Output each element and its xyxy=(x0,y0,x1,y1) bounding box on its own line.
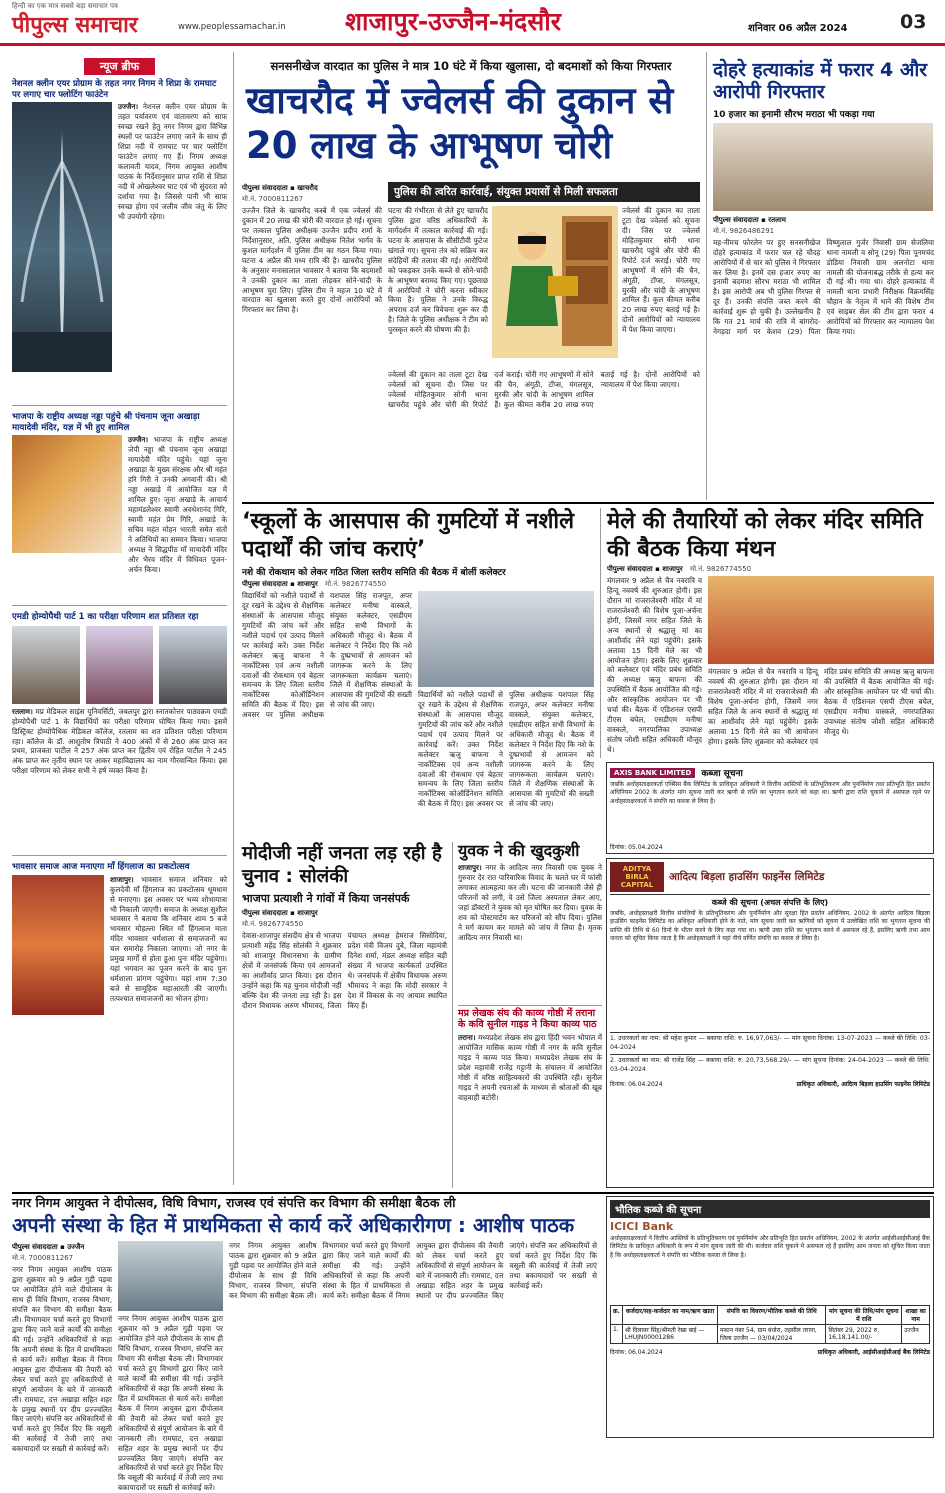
lead-mobile: मो.नं. 7000811267 xyxy=(242,195,304,203)
lead-text-cont: ज्वेलर्स की दुकान का ताला टूटा देख ज्वेलर्स को सूचना दी। जिस पर ज्वेलर्स मोहितकुमार सोनी थाना खाचरौद पहुंचे और चोरी की रिपोर्ट दर्ज कराई। चोरी गए आभूषणों में सोने की चैन, अंगूठी, टॉप्स, मंगलसूत्र, मुरकी और चांदी के आभूषण शामिल हैं। कुल कीमत करीब 20 लाख रुपए बताई गई है। दोनों आरोपियों को न्यायालय में पेश किया जाएगा। xyxy=(388,370,700,409)
lead-kicker: सनसनीखेज वारदात का पुलिस ने मात्र 10 घंटे में किया खुलासा, दो बदमाशों को किया गिरफ्तार xyxy=(270,59,672,73)
modi-story: मोदीजी नहीं जनता लड़ रही है चुनाव : सोलंकी भाजपा प्रत्याशी ने गांवों में किया जनसंपर्क पीपुल्स संवाददाता ▪ शाजापुर मो.नं. 9826774550 देवास-शाजापुर संसदीय क्षेत्र से भाजपा प्रत्याशी महेंद्र सिंह सोलंकी ने शुक्रवार को शाजापुर विधानसभा के ग्रामीण क्षेत्रों में जनसंपर्क किया एवं आमजनों का आशीर्वाद प्राप्त किया। इस दौरान उन्होंने कहा कि यह चुनाव मोदीजी नहीं बल्कि देश की जनता लड़ रही है। इस दौरान विधायक अरुण भीमावद, जिला पंचायत अध्यक्ष हेमराज सिसोदिया, प्रदेश मंत्री विजय दुबे, जिला महामंत्री दिनेश शर्मा, मंडल अध्यक्ष सहित बड़ी संख्या में भाजपा कार्यकर्ता उपस्थित थे। जनसंपर्क में क्षेत्रीय विधायक अरुण भीमावद ने कहा कि मोदी सरकार ने देश में विकास के नए आयाम स्थापित किए हैं। xyxy=(242,842,447,1188)
school-text: विद्यार्थियों को नशीले पदार्थों से दूर रखने के उद्देश्य से शैक्षणिक संस्थाओं के आसपास मौजूद गुमटियों की जांच करें और नशीले पदार्थ एवं उत्पाद मिलने पर कार्रवाई करें। उक्त निर्देश कलेक्टर ऋजु बाफना ने नार्कोटिक्स एवं अन्य नशीली दवाओं की रोकथाम एवं बेहतर समन्वय के लिए जिला स्तरीय नार्कोटिक्स कोऑर्डिनेशन समिति की बैठक में दिए। इस अवसर पर पुलिस अधीक्षक यशपाल सिंह राजपूत, अपर कलेक्टर मनीषा वास्कले, संयुक्त कलेक्टर, एसडीएम सहित सभी विभागों के अधिकारी मौजूद थे। बैठक में कलेक्टर ने निर्देश दिए कि नशे के दुष्प्रभावों से आमजन को जागरूक करने के लिए जागरूकता कार्यक्रम चलाएं। जिले में शैक्षणिक संस्थाओं के आसपास की गुमटियों की सख्ती से जांच की जाए। xyxy=(242,591,412,720)
lead-story: सनसनीखेज वारदात का पुलिस ने मात्र 10 घंटे में किया खुलासा, दो बदमाशों को किया गिरफ्तार खाचरौद में ज्वेलर्स की दुकान से 20 लाख के आभूषण चोरी पीपुल्स संवाददाता ▪ खाचरौद मो.नं. 7000811267 उज्जैन जिले के खाचरौद कस्बे में एक ज्वेलर्स की दुकान में 20 लाख की चोरी की वारदात हो गई। सूचना पर तत्काल पुलिस अधीक्षक उज्जैन प्रदीप शर्मा के निर्देशानुसार, अति. पुलिस अधीक्षक नितेश भार्गव के कुशल मार्गदर्शन में पुलिस टीम का गठन किया गया। घटना 4 अप्रैल की मध्य रात्रि की है। खाचरौद पुलिस के अनुसार मनासालाल भावसार ने बताया कि बदमाशों ने उनकी दुकान का ताला तोड़कर सोने-चांदी के आभूषण चुरा लिए। पुलिस टीम ने महज 10 घंटे में वारदात का खुलासा करते हुए दोनों आरोपियों को गिरफ्तार कर लिया है। पुलिस की त्वरित कार्रवाई, संयुक्त प्रयासों से मिली सफलता घटना की गंभीरता से लेते हुए खाचरौद पुलिस द्वारा वरिष्ठ अधिकारियों के मार्गदर्शन में तत्काल कार्रवाई की गई। घटना के आसपास के सीसीटीवी फुटेज खंगाले गए। सूचना तंत्र को सक्रिय कर संदेहियों की तलाश की गई। आरोपियों को पकड़कर उनके कब्जे से सोने-चांदी के आभूषण बरामद किए गए। पूछताछ में आरोपियों ने चोरी करना स्वीकार किया है। पुलिस ने उनके विरुद्ध अपराध दर्ज कर विवेचना शुरू कर दी है। जिले के पुलिस अधीक्षक ने टीम को पुरस्कृत करने की घोषणा की है। ज्वेलर्स की दुकान का ताला टूटा देख ज्वेलर्स को सूचना दी। जिस पर ज्वेलर्स मोहितकुमार सोनी थाना खाचरौद पहुंचे और चोरी की रिपोर्ट दर्ज कराई। चोरी गए आभूषणों में सोने की चैन, अंगूठी, टॉप्स, मंगलसूत्र, मुरकी और चांदी के आभूषण शामिल हैं। कुल कीमत करीब 20 लाख रुपए बताई गई है। दोनों आरोपियों को न्यायालय में पेश किया जाएगा। ज्वेलर्स की दुकान का ताला टूटा देख ज्वेलर्स को सूचना दी। जिस पर ज्वेलर्स मोहितकुमार सोनी थाना खाचरौद पहुंचे और चोरी की रिपोर्ट दर्ज कराई। चोरी गए आभूषणों में सोने की चैन, अंगूठी, टॉप्स, मंगलसूत्र, मुरकी और चांदी के आभूषण शामिल हैं। कुल कीमत करीब 20 लाख रुपए बताई गई है। दोनों आरोपियों को न्यायालय में पेश किया जाएगा। xyxy=(242,52,700,500)
student-photo-3 xyxy=(159,626,227,704)
axis-bank-logo: AXIS BANK LIMITED xyxy=(610,768,695,778)
icici-notice-title: भौतिक कब्जे की सूचना xyxy=(610,1200,930,1218)
brief-bhavsar: भावसार समाज आज मनाएगा माँ हिंगलाज का प्रकटोत्सव शाजापुर। भावसार समाज शनिवार को कुलदेवी माँ हिंगलाज का प्रकटोत्सव धूमधाम से मनाएगा। इस अवसर पर भव्य शोभायात्रा भी निकाली जाएगी। समाज के अध्यक्ष सुशील भावसार ने बताया कि शनिवार शाम 5 बजे भावसार मोहल्ला स्थित माँ हिंगलाज माता मंदिर भावसार धर्मशाला से समाजजनों का चल समारोह निकाला जाएगा। जो नगर के प्रमुख मार्गों से होता हुआ पुनः मंदिर पहुंचेगा। यहां भगवान का पूजन करने के बाद पुनः धर्मशाला प्रांगण पहुंचेगा। यहां शाम 7:30 बजे से सामूहिक महाआरती की जाएगी। तत्पश्चात समाजजनों का भोजन होगा। xyxy=(12,855,227,1185)
mela-text-cont: मंगलवार 9 अप्रैल से चैत्र नवरात्रि व हिन्दू नववर्ष की शुरुआत होगी। इस दौरान मां राजराजेश्वरी मंदिर में मां राजराजेश्वरी की विशेष पूजा-अर्चना होगी, जिसमें नगर सहित जिले के अन्य स्थानों से श्रद्धालु मां का आशीर्वाद लेने यहां पहुंचेंगे। इसके अलावा 15 दिनी मेले का भी आयोजन होगा। इसके लिए शुक्रवार को कलेक्टर एवं मंदिर प्रबंध समिति की अध्यक्ष ऋजु बाफना की उपस्थिति में बैठक आयोजित की गई। और सांस्कृतिक आयोजन पर भी चर्चा की। बैठक में एडिशनल एसपी टीएस बघेल, एसडीएम मनीषा वास्कले, नगरपालिका उपाध्यक्ष संतोष जोशी सहित अधिकारी मौजूद थे। xyxy=(708,667,934,746)
icici-td: सितंबर 29, 2022 रु. 16,18,141.00/- xyxy=(826,1325,902,1344)
aditya-row-2: 2. उधारकर्ता का नाम: श्री राजेंद्र सिंह — बकाया राशि: रु. 20,73,568.29/- — मांग सूचना दिनांक: 24-04-2023 — कब्जे की तिथि: 03-04-2024 xyxy=(610,1054,930,1074)
news-brief-label: न्यूज ब्रीफ xyxy=(84,58,155,75)
axis-notice-date: दिनांक: 05.04.2024 xyxy=(610,844,663,851)
mela-mobile: मो.नं. 9826774550 xyxy=(690,565,752,573)
murder-text: मह-नीमच फोरलेन पर हुए सनसनीखेज दोहरे हत्याकांड में फरार चल रहे चौदह आरोपियों में से चार को पुलिस ने गिरफ्तार कर लिया है। इनमें दस हजार रुपए का इनामी बदमाश सौरभ मराठा भी शामिल है। इस आरोपी अब भी पुलिस गिरफ्त से दूर हैं। उनकी संपत्ति जब्त करने की कार्रवाई शुरू हो चुकी है। उल्लेखनीय है कि गत 21 मार्च की रात्रि में बांगरोद-नेगड़दा मार्ग पर केशव (29) पिता विष्णुलाल गुर्जर निवासी ग्राम सेजलिया थाना नामली व सोनू (29) पिता पूनमचंद डोडिया निवासी ग्राम अलनोटा थाना नामली की योजनाबद्ध तरीके से हत्या कर दी गई थी। गया था। दोहरे हत्याकांड में नामली थाना प्रभारी निरीक्षक विक्रमसिंह चौहान के नेतृत्व में थाने की विशेष टीम एवं साइबर सेल की टीम द्वारा फरार 4 आरोपियों को गिरफ्तार कर न्यायालय पेश किया गया। xyxy=(713,237,934,337)
suicide-text: नगर के आदित्य नगर निवासी एक युवक ने गुरुवार देर रात पारिवारिक विवाद के चलते घर में फांसी लगाकर आत्महत्या कर ली। घटना की जानकारी जैसे ही परिजनों को लगी, वे उसे जिला अस्पताल लेकर आए, जहां डॉक्टरों ने युवक को मृत घोषित कर दिया। युवक के शव को पोस्टमार्टम कर परिजनों को सौंप दिया। पुलिस ने मर्ग कायम कर मामले को जांच में लिया है। मृतक आदित्य नगर निवासी था। xyxy=(458,863,602,942)
student-photo-1 xyxy=(12,626,80,704)
section-title: शाजापुर-उज्जैन-मंदसौर xyxy=(345,7,561,36)
fountain-illustration xyxy=(12,102,112,372)
icici-th: क्र. xyxy=(611,1306,623,1325)
icici-td: श्री दिलावर सिंह/श्रीमती रेखा बाई — LHUJN00001286 xyxy=(622,1325,717,1344)
nigam-meeting-photo xyxy=(118,1241,223,1311)
school-sub: नशे की रोकथाम को लेकर गठित जिला स्तरीय समिति की बैठक में बोलीं कलेक्टर xyxy=(242,568,506,578)
fountain-photo xyxy=(12,102,112,372)
school-mobile: मो.नं. 9826774550 xyxy=(325,580,387,588)
lead-text-3: ज्वेलर्स की दुकान का ताला टूटा देख ज्वेलर्स को सूचना दी। जिस पर ज्वेलर्स मोहितकुमार सोनी थाना खाचरौद पहुंचे और चोरी की रिपोर्ट दर्ज कराई। चोरी गए आभूषणों में सोने की चैन, अंगूठी, टॉप्स, मंगलसूत्र, मुरकी और चांदी के आभूषण शामिल हैं। कुल कीमत करीब 20 लाख रुपए बताई गई है। दोनों आरोपियों को न्यायालय में पेश किया जाएगा। xyxy=(622,206,700,335)
icici-th: कर्जदार/सह-कर्जदार का नाम/ऋण खाता xyxy=(622,1306,717,1325)
thief-graphic xyxy=(492,206,618,358)
divider xyxy=(12,1192,934,1194)
school-byline: पीपुल्स संवाददाता xyxy=(242,580,288,588)
axis-notice-title: कब्जा सूचना xyxy=(701,769,743,779)
icici-bank-logo: ICICI Bank xyxy=(610,1220,674,1233)
icici-td: उज्जैन xyxy=(902,1325,930,1344)
divider xyxy=(242,502,934,504)
nigam-headline: अपनी संस्था के हित में प्राथमिकता से कार्य करें अधिकारीगण : आशीष पाठक xyxy=(12,1213,575,1238)
modi-headline: मोदीजी नहीं जनता लड़ रही है चुनाव : सोलंकी xyxy=(242,843,442,888)
newspaper-logo: पीपुल्स समाचार xyxy=(12,13,138,38)
axis-bank-notice xyxy=(606,762,934,854)
school-story: ‘स्कूलों के आसपास की गुमटियों में नशीले पदार्थों की जांच कराएं’ नशे की रोकथाम को लेकर गठित जिला स्तरीय समिति की बैठक में बोलीं कलेक्टर पीपुल्स संवाददाता ▪ शाजापुर मो.नं. 9826774550 विद्यार्थियों को नशीले पदार्थों से दूर रखने के उद्देश्य से शैक्षणिक संस्थाओं के आसपास मौजूद गुमटियों की जांच करें और नशीले पदार्थ एवं उत्पाद मिलने पर कार्रवाई करें। उक्त निर्देश कलेक्टर ऋजु बाफना ने नार्कोटिक्स एवं अन्य नशीली दवाओं की रोकथाम एवं बेहतर समन्वय के लिए जिला स्तरीय नार्कोटिक्स कोऑर्डिनेशन समिति की बैठक में दिए। इस अवसर पर पुलिस अधीक्षक यशपाल सिंह राजपूत, अपर कलेक्टर मनीषा वास्कले, संयुक्त कलेक्टर, एसडीएम सहित सभी विभागों के अधिकारी मौजूद थे। बैठक में कलेक्टर ने निर्देश दिए कि नशे के दुष्प्रभावों से आमजन को जागरूक करने के लिए जागरूकता कार्यक्रम चलाएं। जिले में शैक्षणिक संस्थाओं के आसपास की गुमटियों की सख्ती से जांच की जाए। विद्यार्थियों को नशीले पदार्थों से दूर रखने के उद्देश्य से शैक्षणिक संस्थाओं के आसपास मौजूद गुमटियों की जांच करें और नशीले पदार्थ एवं उत्पाद मिलने पर कार्रवाई करें। उक्त निर्देश कलेक्टर ऋजु बाफना ने नार्कोटिक्स एवं अन्य नशीली दवाओं की रोकथाम एवं बेहतर समन्वय के लिए जिला स्तरीय नार्कोटिक्स कोऑर्डिनेशन समिति की बैठक में दिए। इस अवसर पर पुलिस अधीक्षक यशपाल सिंह राजपूत, अपर कलेक्टर मनीषा वास्कले, संयुक्त कलेक्टर, एसडीएम सहित सभी विभागों के अधिकारी मौजूद थे। बैठक में कलेक्टर ने निर्देश दिए कि नशे के दुष्प्रभावों से आमजन को जागरूक करने के लिए जागरूकता कार्यक्रम चलाएं। जिले में शैक्षणिक संस्थाओं के आसपास की गुमटियों की सख्ती से जांच की जाए। xyxy=(242,508,594,838)
modi-text: देवास-शाजापुर संसदीय क्षेत्र से भाजपा प्रत्याशी महेंद्र सिंह सोलंकी ने शुक्रवार को शाजापुर विधानसभा के ग्रामीण क्षेत्रों में जनसंपर्क किया एवं आमजनों का आशीर्वाद प्राप्त किया। इस दौरान उन्होंने कहा कि यह चुनाव मोदीजी नहीं बल्कि देश की जनता लड़ रही है। इस दौरान विधायक अरुण भीमावद, जिला पंचायत अध्यक्ष हेमराज सिसोदिया, प्रदेश मंत्री विजय दुबे, जिला महामंत्री दिनेश शर्मा, मंडल अध्यक्ष सहित बड़ी संख्या में भाजपा कार्यकर्ता उपस्थित थे। जनसंपर्क में क्षेत्रीय विधायक अरुण भीमावद ने कहा कि मोदी सरकार ने देश में विकास के नए आयाम स्थापित किए हैं। xyxy=(242,931,447,1010)
icici-td: 1. xyxy=(611,1325,623,1344)
burglary-illustration xyxy=(492,206,618,358)
icici-td: मकान नंबर 54, ग्राम बंधोरा, तहसील तराना, जिला उज्जैन — 03/04/2024 xyxy=(717,1325,825,1344)
nigam-mobile: मो.नं. 7000811267 xyxy=(12,1254,74,1263)
aditya-notice-text: जबकि, अधोहस्ताक्षरी वित्तीय संपत्तियों के प्रतिभूतिकरण और पुनर्निर्माण और सुरक्षा हित प्रवर्तन अधिनियम, 2002 के अंतर्गत आदित्य बिड़ला हाउसिंग फाइनेंस लिमिटेड का अधिकृत अधिकारी होने के नाते, मांग सूचना जारी कर ऋणियों को सूचना में उल्लेखित राशि का भुगतान सूचना की प्राप्ति की तिथि से 60 दिनों के भीतर करने के लिए कहा गया था। ऋणी उक्त राशि का भुगतान करने में असफल रहे हैं, इसलिए ऋणी तथा आम जनता को सूचित किया जाता है कि अधोहस्ताक्षरी ने यहां नीचे वर्णित संपत्ति का कब्जा ले लिया है। xyxy=(610,910,930,942)
lead-text-1: उज्जैन जिले के खाचरौद कस्बे में एक ज्वेलर्स की दुकान में 20 लाख की चोरी की वारदात हो गई। सूचना पर तत्काल पुलिस अधीक्षक उज्जैन प्रदीप शर्मा के निर्देशानुसार, अति. पुलिस अधीक्षक नितेश भार्गव के कुशल मार्गदर्शन में पुलिस टीम का गठन किया गया। घटना 4 अप्रैल की मध्य रात्रि की है। खाचरौद पुलिस के अनुसार मनासालाल भावसार ने बताया कि बदमाशों ने उनकी दुकान का ताला तोड़कर सोने-चांदी के आभूषण चुरा लिए। पुलिस टीम ने महज 10 घंटे में वारदात का खुलासा करते हुए दोनों आरोपियों को गिरफ्तार कर लिया है। xyxy=(242,206,382,315)
modi-byline: पीपुल्स संवाददाता xyxy=(242,909,288,918)
brief-homeopathy: एमडी होम्योपैथी पार्ट 1 का परीक्षा परिणाम शत प्रतिशत रहा रतलाम। मप्र मेडिकल साइंस यूनिवर्सिटी, जबलपुर द्वारा स्नातकोत्तर पाठ्यक्रम एमडी होम्योपैथी पार्ट 1 के विद्यार्थियों का परीक्षा परिणाम घोषित किया गया। इसमें डिस्ट्रिक्ट होम्योपैथिक मेडिकल कॉलेज, रतलाम का शत प्रतिशत परीक्षा परिणाम रहा। कॉलेज के डॉ. आशुतोष त्रिपाठी ने 400 अंकों में से 260 अंक प्राप्त कर प्रथम, प्राजक्ता पाटील ने 257 अंक प्राप्त कर द्वितीय एवं रोहित पाटील ने 245 अंक प्राप्त कर तृतीय स्थान पर आकर महाविद्यालय का नाम गौरवान्वित किया। इस परीक्षा परिणाम को लेकर सभी ने हर्ष व्यक्त किया है। xyxy=(12,605,227,855)
mela-byline: पीपुल्स संवाददाता xyxy=(607,565,653,573)
nigam-kicker: नगर निगम आयुक्त ने दीपोत्सव, विधि विभाग, राजस्व एवं संपत्ति कर विभाग की समीक्षा बैठक ली xyxy=(12,1195,456,1210)
nadda-photo xyxy=(12,435,122,553)
brief-fountain-title: नेशनल क्लीन एयर प्रोग्राम के तहत नगर निगम ने शिप्रा के रामघाट पर लगाए चार फ्लोटिंग फाउंटेन xyxy=(12,79,217,100)
lead-byline: पीपुल्स संवाददाता xyxy=(242,184,288,192)
lead-strip: पुलिस की त्वरित कार्रवाई, संयुक्त प्रयासों से मिली सफलता xyxy=(388,182,700,202)
modi-sub: भाजपा प्रत्याशी ने गांवों में किया जनसंपर्क xyxy=(242,892,410,906)
brief-nadda-text: भाजपा के राष्ट्रीय अध्यक्ष जेपी नड्डा श्री पंचनाम जूना अखाड़ा मायादेवी मंदिर पहुंचे। यहां जूना अखाड़ा के मुख्य संरक्षक और श्री महंत हरि गिरी ने उनकी अगवानी की। श्री नड्डा अखाड़े में आयोजित यज्ञ में शामिल हुए। जूना अखाड़े के आचार्य महामंडलेश्वर स्वामी अवधेशानंद गिरि, स्वामी महंत प्रेम गिरि, अखाड़े के सचिव महंत मोहन भारती समेत संतों ने अतिथियों का सम्मान किया। भाजपा अध्यक्ष ने सिद्धपीठ माँ मायादेवी मंदिर और भैरव मंदिर में विधिवत पूजन-अर्चन किया। xyxy=(128,435,227,574)
edition-date: शनिवार 06 अप्रैल 2024 xyxy=(748,23,848,34)
nigam-text-1: नगर निगम आयुक्त आशीष पाठक द्वारा शुक्रवार को 9 अप्रैल गुड़ी पड़वा पर आयोजित होने वाले दीपोत्सव के साथ ही विधि विभाग, राजस्व विभाग, संपत्ति कर विभाग की समीक्षा बैठक ली। विभागवार चर्चा करते हुए विभागों द्वारा किए जाने वाले कार्यों की समीक्षा की गई। उन्होंने अधिकारियों से कहा कि अपनी संस्था के हित में प्राथमिकता से कार्य करें। समीक्षा बैठक में निगम आयुक्त द्वारा दीपोत्सव की तैयारी को लेकर चर्चा करते हुए अधिकारियों से संपूर्ण आयोजन के बारे में जानकारी ली। रामघाट, दत्त अखाड़ा सहित शहर के प्रमुख स्थानों पर दीप प्रज्ज्वलित किए जाएंगे। संपत्ति कर अधिकारियों से चर्चा करते हुए निर्देश दिए कि वसूली की कार्रवाई में तेजी लाएं तथा बकायादारों पर सख्ती से कार्रवाई करें। xyxy=(12,1265,112,1454)
brief-bhavsar-text: भावसार समाज शनिवार को कुलदेवी माँ हिंगलाज का प्रकटोत्सव धूमधाम से मनाएगा। इस अवसर पर भव्य शोभायात्रा भी निकाली जाएगी। समाज के अध्यक्ष सुशील भावसार ने बताया कि शनिवार शाम 5 बजे भावसार मोहल्ला स्थित माँ हिंगलाज माता मंदिर भावसार धर्मशाला से समाजजनों का चल समारोह निकाला जाएगा। जो नगर के प्रमुख मार्गों से होता हुआ पुनः मंदिर पहुंचेगा। यहां भगवान का पूजन करने के बाद पुनः धर्मशाला प्रांगण पहुंचेगा। यहां शाम 7:30 बजे से सामूहिक महाआरती की जाएगी। तत्पश्चात समाजजनों का भोजन होगा। xyxy=(110,874,227,1003)
brief-fountain-text: नेशनल क्लीन एयर प्रोग्राम के तहत पर्यावरण एवं वातावरण को साफ स्वच्छ रखने हेतु नगर निगम द्वारा विभिन्न स्थलों पर फाउंटेन लगाए जाने के साथ ही शिप्रा नदी में रामघाट पर चार फ्लोटिंग फाउंटेन लगाए गए हैं। निगम अध्यक्ष कलावती यादव, निगम आयुक्त आशीष पाठक के निर्देशानुसार प्राप्त राशि से शिप्रा नदी में ओखलेश्वर घाट एवं भी सुंदरता को दर्शाया गया है। जिससे पानी भी साफ स्वच्छ होगा एवं जलीय जीव जंतु के लिए भी उपयोगी रहेगा। xyxy=(118,102,227,221)
nigam-byline: पीपुल्स संवाददाता xyxy=(12,1243,58,1252)
aditya-birla-logo: ADITYA BIRLA CAPITAL xyxy=(610,862,664,892)
brief-bhavsar-title: भावसार समाज आज मनाएगा माँ हिंगलाज का प्रकटोत्सव xyxy=(12,862,190,872)
school-text-cont: विद्यार्थियों को नशीले पदार्थों से दूर रखने के उद्देश्य से शैक्षणिक संस्थाओं के आसपास मौजूद गुमटियों की जांच करें और नशीले पदार्थ एवं उत्पाद मिलने पर कार्रवाई करें। उक्त निर्देश कलेक्टर ऋजु बाफना ने नार्कोटिक्स एवं अन्य नशीली दवाओं की रोकथाम एवं बेहतर समन्वय के लिए जिला स्तरीय नार्कोटिक्स कोऑर्डिनेशन समिति की बैठक में दिए। इस अवसर पर पुलिस अधीक्षक यशपाल सिंह राजपूत, अपर कलेक्टर मनीषा वास्कले, संयुक्त कलेक्टर, एसडीएम सहित सभी विभागों के अधिकारी मौजूद थे। बैठक में कलेक्टर ने निर्देश दिए कि नशे के दुष्प्रभावों से आमजन को जागरूक करने के लिए जागरूकता कार्यक्रम चलाएं। जिले में शैक्षणिक संस्थाओं के आसपास की गुमटियों की सख्ती से जांच की जाए। xyxy=(418,690,594,809)
temple-meeting-photo xyxy=(708,576,934,664)
masthead xyxy=(0,0,945,46)
icici-notice-sign: प्राधिकृत अधिकारी, आईसीआईसीआई बैंक लिमिटेड xyxy=(817,1349,930,1356)
modi-mobile: मो.नं. 9826774550 xyxy=(242,920,304,929)
aditya-notice-title: कब्जे की सूचना (अचल संपत्ति के लिए) xyxy=(711,898,829,907)
nigam-text-2: नगर निगम आयुक्त आशीष पाठक द्वारा शुक्रवार को 9 अप्रैल गुड़ी पड़वा पर आयोजित होने वाले दीपोत्सव के साथ ही विधि विभाग, राजस्व विभाग, संपत्ति कर विभाग की समीक्षा बैठक ली। विभागवार चर्चा करते हुए विभागों द्वारा किए जाने वाले कार्यों की समीक्षा की गई। उन्होंने अधिकारियों से कहा कि अपनी संस्था के हित में प्राथमिकता से कार्य करें। समीक्षा बैठक में निगम आयुक्त द्वारा दीपोत्सव की तैयारी को लेकर चर्चा करते हुए अधिकारियों से संपूर्ण आयोजन के बारे में जानकारी ली। रामघाट, दत्त अखाड़ा सहित शहर के प्रमुख स्थानों पर दीप प्रज्ज्वलित किए जाएंगे। संपत्ति कर अधिकारियों से चर्चा करते हुए निर्देश दिए कि वसूली की कार्रवाई में तेजी लाएं तथा बकायादारों पर सख्ती से कार्रवाई करें। xyxy=(118,1314,223,1493)
murder-sub: 10 हजार का इनामी सौरभ मराठा भी पकड़ा गया xyxy=(713,109,875,120)
brief-homeopathy-text: मप्र मेडिकल साइंस यूनिवर्सिटी, जबलपुर द्वारा स्नातकोत्तर पाठ्यक्रम एमडी होम्योपैथी पार्ट 1 के विद्यार्थियों का परीक्षा परिणाम घोषित किया गया। इसमें डिस्ट्रिक्ट होम्योपैथिक मेडिकल कॉलेज, रतलाम का शत प्रतिशत परीक्षा परिणाम रहा। कॉलेज के डॉ. आशुतोष त्रिपाठी ने 400 अंकों में से 260 अंक प्राप्त कर प्रथम, प्राजक्ता पाटील ने 257 अंक प्राप्त कर द्वितीय एवं रोहित पाटील ने 245 अंक प्राप्त कर तृतीय स्थान पर आकर महाविद्यालय का नाम गौरवान्वित किया। इस परीक्षा परिणाम को लेकर सभी ने हर्ष व्यक्त किया है। xyxy=(12,706,227,776)
icici-notice-date: दिनांक: 06.04.2024 xyxy=(610,1349,663,1356)
student-photo-2 xyxy=(86,626,154,704)
murder-byline: पीपुल्स संवाददाता xyxy=(713,215,759,224)
icici-th: संपत्ति का विवरण/भौतिक कब्जे की तिथि xyxy=(717,1306,825,1325)
icici-notice-text: अधोहस्ताक्षरकर्ता ने वित्तीय आस्तियों के प्रतिभूतिकरण एवं पुनर्निर्माण और प्रतिभूति हित प्रवर्तन अधिनियम, 2002 के अंतर्गत आईसीआईसीआई बैंक लिमिटेड के प्राधिकृत अधिकारी के रूप में मांग सूचना जारी की थी। कर्जदार राशि चुकाने में असफल रहे हैं इसलिए आम जनता को सूचित किया जाता है कि अधोहस्ताक्षरकर्ता ने संपत्ति का भौतिक कब्जा ले लिया है। xyxy=(610,1235,930,1259)
mela-story: मेले की तैयारियों को लेकर मंदिर समिति की बैठक किया मंथन पीपुल्स संवाददाता ▪ शाजापुर मो.नं. 9826774550 मंगलवार 9 अप्रैल से चैत्र नवरात्रि व हिन्दू नववर्ष की शुरुआत होगी। इस दौरान मां राजराजेश्वरी मंदिर में मां राजराजेश्वरी की विशेष पूजा-अर्चना होगी, जिसमें नगर सहित जिले के अन्य स्थानों से श्रद्धालु मां का आशीर्वाद लेने यहां पहुंचेंगे। इसके अलावा 15 दिनी मेले का भी आयोजन होगा। इसके लिए शुक्रवार को कलेक्टर एवं मंदिर प्रबंध समिति की अध्यक्ष ऋजु बाफना की उपस्थिति में बैठक आयोजित की गई। और सांस्कृतिक आयोजन पर भी चर्चा की। बैठक में एडिशनल एसपी टीएस बघेल, एसडीएम मनीषा वास्कले, नगरपालिका उपाध्यक्ष संतोष जोशी सहित अधिकारी मौजूद थे। मंगलवार 9 अप्रैल से चैत्र नवरात्रि व हिन्दू नववर्ष की शुरुआत होगी। इस दौरान मां राजराजेश्वरी मंदिर में मां राजराजेश्वरी की विशेष पूजा-अर्चना होगी, जिसमें नगर सहित जिले के अन्य स्थानों से श्रद्धालु मां का आशीर्वाद लेने यहां पहुंचेंगे। इसके अलावा 15 दिनी मेले का भी आयोजन होगा। इसके लिए शुक्रवार को कलेक्टर एवं मंदिर प्रबंध समिति की अध्यक्ष ऋजु बाफना की उपस्थिति में बैठक आयोजित की गई। और सांस्कृतिक आयोजन पर भी चर्चा की। बैठक में एडिशनल एसपी टीएस बघेल, एसडीएम मनीषा वास्कले, नगरपालिका उपाध्यक्ष संतोष जोशी सहित अधिकारी मौजूद थे। xyxy=(600,508,934,758)
aditya-notice-date: दिनांक: 06.04.2024 xyxy=(610,1081,663,1089)
poetry-text: मध्यप्रदेश लेखक संघ द्वारा हिंदी भवन भोपाल में आयोजित मासिक काव्य गोष्ठी में नगर के कवि सुनील गाइड ने काव्य पाठ किया। मध्यप्रदेश लेखक संघ के प्रदेश महामंत्री राजेंद्र गट्टानी के संचालन में आयोजित गोष्ठी में वरिष्ठ साहित्यकारों की उपस्थिति रही। सुनील गाइड ने अपनी रचनाओं के माध्यम से श्रोताओं की खूब वाहवाही बटोरी। xyxy=(458,1033,602,1102)
icici-th: मांग सूचना की तिथि/मांग सूचना में राशि xyxy=(826,1306,902,1325)
suicide-story: युवक ने की खुदकुशी शाजापुर। नगर के आदित्य नगर निवासी एक युवक ने गुरुवार देर रात पारिवारिक विवाद के चलते घर में फांसी लगाकर आत्महत्या कर ली। घटना की जानकारी जैसे ही परिजनों को लगी, वे उसे जिला अस्पताल लेकर आए, जहां डॉक्टरों ने युवक को मृत घोषित कर दिया। युवक के शव को पोस्टमार्टम कर परिजनों को सौंप दिया। पुलिस ने मर्ग कायम कर मामले को जांच में लिया है। मृतक आदित्य नगर निवासी था। मप्र लेखक संघ की काव्य गोष्ठी में तराना के कवि सुनील गाइड ने किया काव्य पाठ तराना। मध्यप्रदेश लेखक संघ द्वारा हिंदी भवन भोपाल में आयोजित मासिक काव्य गोष्ठी में नगर के कवि सुनील गाइड ने काव्य पाठ किया। मध्यप्रदेश लेखक संघ के प्रदेश महामंत्री राजेंद्र गट्टानी के संचालन में आयोजित गोष्ठी में वरिष्ठ साहित्यकारों की उपस्थिति रही। सुनील गाइड ने अपनी रचनाओं के माध्यम से श्रोताओं की खूब वाहवाही बटोरी। xyxy=(452,842,602,1188)
school-headline: ‘स्कूलों के आसपास की गुमटियों में नशीले पदार्थों की जांच कराएं’ xyxy=(242,509,575,562)
nigam-story: नगर निगम आयुक्त ने दीपोत्सव, विधि विभाग, राजस्व एवं संपत्ति कर विभाग की समीक्षा बैठक ली अपनी संस्था के हित में प्राथमिकता से कार्य करें अधिकारीगण : आशीष पाठक पीपुल्स संवाददाता ▪ उज्जैन मो.नं. 7000811267 नगर निगम आयुक्त आशीष पाठक द्वारा शुक्रवार को 9 अप्रैल गुड़ी पड़वा पर आयोजित होने वाले दीपोत्सव के साथ ही विधि विभाग, राजस्व विभाग, संपत्ति कर विभाग की समीक्षा बैठक ली। विभागवार चर्चा करते हुए विभागों द्वारा किए जाने वाले कार्यों की समीक्षा की गई। उन्होंने अधिकारियों से कहा कि अपनी संस्था के हित में प्राथमिकता से कार्य करें। समीक्षा बैठक में निगम आयुक्त द्वारा दीपोत्सव की तैयारी को लेकर चर्चा करते हुए अधिकारियों से संपूर्ण आयोजन के बारे में जानकारी ली। रामघाट, दत्त अखाड़ा सहित शहर के प्रमुख स्थानों पर दीप प्रज्ज्वलित किए जाएंगे। संपत्ति कर अधिकारियों से चर्चा करते हुए निर्देश दिए कि वसूली की कार्रवाई में तेजी लाएं तथा बकायादारों पर सख्ती से कार्रवाई करें। नगर निगम आयुक्त आशीष पाठक द्वारा शुक्रवार को 9 अप्रैल गुड़ी पड़वा पर आयोजित होने वाले दीपोत्सव के साथ ही विधि विभाग, राजस्व विभाग, संपत्ति कर विभाग की समीक्षा बैठक ली। विभागवार चर्चा करते हुए विभागों द्वारा किए जाने वाले कार्यों की समीक्षा की गई। उन्होंने अधिकारियों से कहा कि अपनी संस्था के हित में प्राथमिकता से कार्य करें। समीक्षा बैठक में निगम आयुक्त द्वारा दीपोत्सव की तैयारी को लेकर चर्चा करते हुए अधिकारियों से संपूर्ण आयोजन के बारे में जानकारी ली। रामघाट, दत्त अखाड़ा सहित शहर के प्रमुख स्थानों पर दीप प्रज्ज्वलित किए जाएंगे। संपत्ति कर अधिकारियों से चर्चा करते हुए निर्देश दिए कि वसूली की कार्रवाई में तेजी लाएं तथा बकायादारों पर सख्ती से कार्रवाई करें। नगर निगम आयुक्त आशीष पाठक द्वारा शुक्रवार को 9 अप्रैल गुड़ी पड़वा पर आयोजित होने वाले दीपोत्सव के साथ ही विधि विभाग, राजस्व विभाग, संपत्ति कर विभाग की समीक्षा बैठक ली। विभागवार चर्चा करते हुए विभागों द्वारा किए जाने वाले कार्यों की समीक्षा की गई। उन्होंने अधिकारियों से कहा कि अपनी संस्था के हित में प्राथमिकता से कार्य करें। समीक्षा बैठक में निगम आयुक्त द्वारा दीपोत्सव की तैयारी को लेकर चर्चा करते हुए अधिकारियों से संपूर्ण आयोजन के बारे में जानकारी ली। रामघाट, दत्त अखाड़ा सहित शहर के प्रमुख स्थानों पर दीप प्रज्ज्वलित किए जाएंगे। संपत्ति कर अधिकारियों से चर्चा करते हुए निर्देश दिए कि वसूली की कार्रवाई में तेजी लाएं तथा बकायादारों पर सख्ती से कार्रवाई करें। xyxy=(12,1195,597,1493)
murder-story: दोहरे हत्याकांड में फरार 4 और आरोपी गिरफ्तार 10 हजार का इनामी सौरभ मराठा भी पकड़ा गया पीपुल्स संवाददाता ▪ रतलाम मो.नं. 9826486291 मह-नीमच फोरलेन पर हुए सनसनीखेज दोहरे हत्याकांड में फरार चल रहे चौदह आरोपियों में से चार को पुलिस ने गिरफ्तार कर लिया है। इनमें दस हजार रुपए का इनामी बदमाश सौरभ मराठा भी शामिल है। इस आरोपी अब भी पुलिस गिरफ्त से दूर हैं। उनकी संपत्ति जब्त करने की कार्रवाई शुरू हो चुकी है। उल्लेखनीय है कि गत 21 मार्च की रात्रि में बांगरोद-नेगड़दा मार्ग पर केशव (29) पिता विष्णुलाल गुर्जर निवासी ग्राम सेजलिया थाना नामली व सोनू (29) पिता पूनमचंद डोडिया निवासी ग्राम अलनोटा थाना नामली की योजनाबद्ध तरीके से हत्या कर दी गई थी। गया था। दोहरे हत्याकांड में नामली थाना प्रभारी निरीक्षक विक्रमसिंह चौहान के नेतृत्व में थाने की विशेष टीम एवं साइबर सेल की टीम द्वारा फरार 4 आरोपियों को गिरफ्तार कर न्यायालय पेश किया गया। xyxy=(706,52,934,500)
aditya-birla-notice xyxy=(606,858,934,1188)
brief-fountain: नेशनल क्लीन एयर प्रोग्राम के तहत नगर निगम ने शिप्रा के रामघाट पर लगाए चार फ्लोटिंग फाउंटेन उज्जैन। नेशनल क्लीन एयर प्रोग्राम के तहत पर्यावरण एवं वातावरण को साफ स्वच्छ रखने हेतु नगर निगम द्वारा विभिन्न स्थलों पर फाउंटेन लगाए जाने के साथ ही शिप्रा नदी में रामघाट पर चार फ्लोटिंग फाउंटेन लगाए गए हैं। निगम अध्यक्ष कलावती यादव, निगम आयुक्त आशीष पाठक के निर्देशानुसार प्राप्त राशि से शिप्रा नदी में ओखलेश्वर घाट एवं भी सुंदरता को दर्शाया गया है। जिससे पानी भी साफ स्वच्छ होगा एवं जलीय जीव जंतु के लिए भी उपयोगी रहेगा। xyxy=(12,79,227,405)
brief-nadda-title: भाजपा के राष्ट्रीय अध्यक्ष नड्डा पहुंचे श्री पंचनाम जूना अखाड़ा मायादेवी मंदिर, यज्ञ में भी हुए शामिल xyxy=(12,412,200,433)
murder-mobile: मो.नं. 9826486291 xyxy=(713,226,775,235)
icici-notice xyxy=(606,1196,934,1438)
mela-text: मंगलवार 9 अप्रैल से चैत्र नवरात्रि व हिन्दू नववर्ष की शुरुआत होगी। इस दौरान मां राजराजेश्वरी मंदिर में मां राजराजेश्वरी की विशेष पूजा-अर्चना होगी, जिसमें नगर सहित जिले के अन्य स्थानों से श्रद्धालु मां का आशीर्वाद लेने यहां पहुंचेंगे। इसके अलावा 15 दिनी मेले का भी आयोजन होगा। इसके लिए शुक्रवार को कलेक्टर एवं मंदिर प्रबंध समिति की अध्यक्ष ऋजु बाफना की उपस्थिति में बैठक आयोजित की गई। और सांस्कृतिक आयोजन पर भी चर्चा की। बैठक में एडिशनल एसपी टीएस बघेल, एसडीएम मनीषा वास्कले, नगरपालिका उपाध्यक्ष संतोष जोशी सहित अधिकारी मौजूद थे। xyxy=(607,576,702,754)
tagline: हिन्दी का एक मात्र सबसे बड़ा समाचार पत्र xyxy=(12,2,118,10)
website-link[interactable]: www.peoplessamachar.in xyxy=(178,22,286,32)
axis-notice-text: जबकि अधोहस्ताक्षरकर्ता एक्सिस बैंक लिमिटेड के प्राधिकृत अधिकारी ने वित्तीय आस्तियों के प्रतिभूतिकरण और पुनर्निर्माण तथा प्रतिभूति हित प्रवर्तन अधिनियम 2002 के अंतर्गत मांग सूचना जारी कर ऋणी से राशि का भुगतान करने को कहा था। ऋणी द्वारा राशि चुकाने में असफल रहने पर अधोहस्ताक्षरकर्ता ने संपत्ति का कब्जा ले लिया है। xyxy=(610,781,930,805)
murder-headline: दोहरे हत्याकांड में फरार 4 और आरोपी गिरफ्तार xyxy=(713,59,928,103)
page-number: 03 xyxy=(900,11,927,33)
aditya-notice-sign: प्राधिकृत अधिकारी, आदित्य बिड़ला हाउसिंग फाइनेंस लिमिटेड xyxy=(796,1081,930,1089)
mela-headline: मेले की तैयारियों को लेकर मंदिर समिति की बैठक किया मंथन xyxy=(607,509,923,562)
brief-nadda: भाजपा के राष्ट्रीय अध्यक्ष नड्डा पहुंचे श्री पंचनाम जूना अखाड़ा मायादेवी मंदिर, यज्ञ में भी हुए शामिल उज्जैन। भाजपा के राष्ट्रीय अध्यक्ष जेपी नड्डा श्री पंचनाम जूना अखाड़ा मायादेवी मंदिर पहुंचे। यहां जूना अखाड़ा के मुख्य संरक्षक और श्री महंत हरि गिरी ने उनकी अगवानी की। श्री नड्डा अखाड़े में आयोजित यज्ञ में शामिल हुए। जूना अखाड़े के आचार्य महामंडलेश्वर स्वामी अवधेशानंद गिरि, स्वामी महंत प्रेम गिरि, अखाड़े के सचिव महंत मोहन भारती समेत संतों ने अतिथियों का सम्मान किया। भाजपा अध्यक्ष ने सिद्धपीठ माँ मायादेवी मंदिर और भैरव मंदिर में विधिवत पूजन-अर्चन किया। xyxy=(12,405,227,605)
lead-text-2: घटना की गंभीरता से लेते हुए खाचरौद पुलिस द्वारा वरिष्ठ अधिकारियों के मार्गदर्शन में तत्काल कार्रवाई की गई। घटना के आसपास के सीसीटीवी फुटेज खंगाले गए। सूचना तंत्र को सक्रिय कर संदेहियों की तलाश की गई। आरोपियों को पकड़कर उनके कब्जे से सोने-चांदी के आभूषण बरामद किए गए। पूछताछ में आरोपियों ने चोरी करना स्वीकार किया है। पुलिस ने उनके विरुद्ध अपराध दर्ज कर विवेचना शुरू कर दी है। जिले के पुलिस अधीक्षक ने टीम को पुरस्कृत करने की घोषणा की है। xyxy=(388,206,488,335)
icici-table xyxy=(610,1305,930,1344)
aditya-notice-company: आदित्य बिड़ला हाउसिंग फाइनेंस लिमिटेड xyxy=(669,871,825,883)
goddess-photo xyxy=(12,875,104,1015)
brief-homeopathy-title: एमडी होम्योपैथी पार्ट 1 का परीक्षा परिणाम शत प्रतिशत रहा xyxy=(12,612,199,622)
lead-headline: खाचरौद में ज्वेलर्स की दुकान से 20 लाख के आभूषण चोरी xyxy=(246,79,674,167)
news-brief-column xyxy=(12,52,234,1185)
meeting-photo xyxy=(418,591,594,687)
accused-photo xyxy=(713,123,933,211)
icici-th: शाखा का नाम xyxy=(902,1306,930,1325)
nigam-text-3: नगर निगम आयुक्त आशीष पाठक द्वारा शुक्रवार को 9 अप्रैल गुड़ी पड़वा पर आयोजित होने वाले दीपोत्सव के साथ ही विधि विभाग, राजस्व विभाग, संपत्ति कर विभाग की समीक्षा बैठक ली। विभागवार चर्चा करते हुए विभागों द्वारा किए जाने वाले कार्यों की समीक्षा की गई। उन्होंने अधिकारियों से कहा कि अपनी संस्था के हित में प्राथमिकता से कार्य करें। समीक्षा बैठक में निगम आयुक्त द्वारा दीपोत्सव की तैयारी को लेकर चर्चा करते हुए अधिकारियों से संपूर्ण आयोजन के बारे में जानकारी ली। रामघाट, दत्त अखाड़ा सहित शहर के प्रमुख स्थानों पर दीप प्रज्ज्वलित किए जाएंगे। संपत्ति कर अधिकारियों से चर्चा करते हुए निर्देश दिए कि वसूली की कार्रवाई में तेजी लाएं तथा बकायादारों पर सख्ती से कार्रवाई करें। xyxy=(229,1241,597,1301)
poetry-headline: मप्र लेखक संघ की काव्य गोष्ठी में तराना के कवि सुनील गाइड ने किया काव्य पाठ xyxy=(458,1005,602,1031)
aditya-row-1: 1. उधारकर्ता का नाम: श्री महेश कुमार — बकाया राशि: रु. 16,97,063/- — मांग सूचना दिनांक: 13-07-2023 — कब्जे की तिथि: 03-04-2024 xyxy=(610,1032,930,1052)
suicide-headline: युवक ने की खुदकुशी xyxy=(458,841,580,860)
